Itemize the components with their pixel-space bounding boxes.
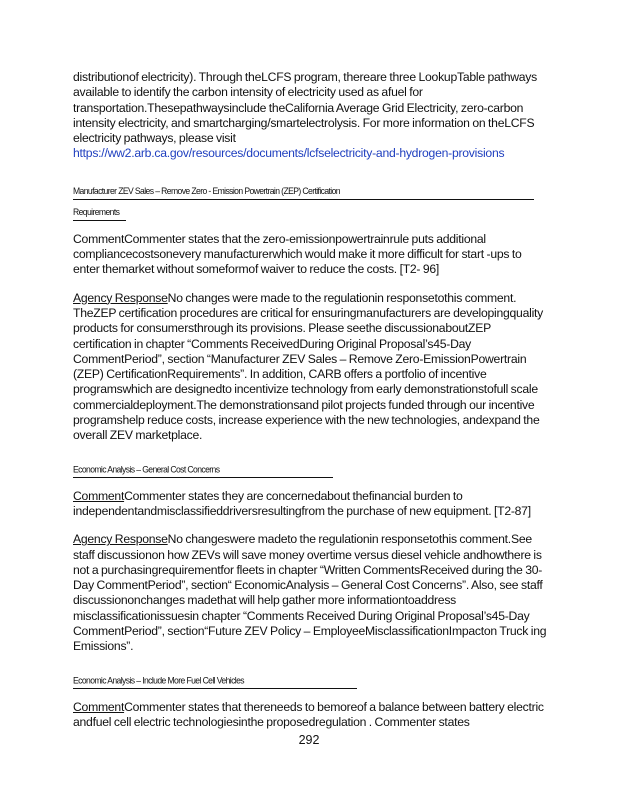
response-text: No changeswere madeto the regulationin responsetothis comment.See staff discussionon how ZEVs will save money overtime versus diesel vehicle andhowthere is not a purchasingrequirementfor fleets in chapter “Written CommentsReceived during the 30-Day CommentPeriod”, section“ EconomicAnalysis – General Cost Concerns”. Also, see staff discussiononchanges madethat will help gather more informationtoaddress misclassificationissuesin chapter “Comments Received During Original Proposal’s45-Day CommentPeriod”, section“Future ZEV Policy – EmployeeMisclassificationImpacton Truck ing Emissions”. bbox=[73, 532, 547, 654]
response-text: No changes were made to the regulationin responsetothis comment. TheZEP certification procedures are critical for ensuringmanufacturers are developingquality products for consumersthrough its provisions. Please seethe discussionaboutZEP certification in chapter “Comments ReceivedDuring Original Proposal’s45-Day CommentPeriod”, section “Manufacturer ZEV Sales – Remove Zero-EmissionPowertrain (ZEP) CertificationRequirements”. In addition, CARB offers a portfolio of incentive programswhich are designedto incentivize technology from early demonstrationstofull scale commercialdeployment.The demonstrationsand pilot projects funded through our incentive programshelp reduce costs, increase experience with the new technologies, andexpand the overall ZEV marketplace. bbox=[73, 290, 544, 443]
section-heading-line2: Requirements bbox=[73, 206, 120, 218]
response-label: Agency Response bbox=[73, 532, 168, 547]
intro-text: distributionof electricity). Through theLCFS program, thereare three LookupTable pathways available to identify the carbon intensity of electricity used as afuel for transportation.Thesepathwaysinclude theCalifornia Average Grid Electricity, zero-carbon intensity electricity, and smartcharging/smartelectrolysis. For more information on theLCFS electricity pathways, please visit bbox=[73, 70, 537, 146]
section-heading-line1: Manufacturer ZEV Sales – Remove Zero - Emission Powertrain (ZEP) Certification bbox=[73, 185, 340, 197]
comment-label: Comment bbox=[73, 231, 125, 246]
page-number: 292 bbox=[298, 733, 320, 747]
section-heading-line1: Economic Analysis – General Cost Concerns bbox=[73, 463, 220, 475]
comment-paragraph bbox=[73, 700, 547, 731]
comment-text: Commenter states that the zero-emissionpowertrainrule puts additional compliancecostsonevery manufacturerwhich would make it more difficult for start -ups to enter themarket without someformof waiver to reduce the costs. [T2- 96] bbox=[73, 231, 522, 277]
document-page bbox=[73, 70, 547, 730]
lcfs-provisions-link[interactable]: https://ww2.arb.ca.gov/resources/documents/lcfselectricity-and-hydrogen-provisions bbox=[73, 146, 505, 161]
comment-text: Commenter states that thereneeds to bemoreof a balance between battery electric andfuel cell electric technologiesinthe proposedregulation . Commenter states bbox=[73, 699, 544, 729]
comment-label: Comment bbox=[73, 488, 125, 503]
comment-text: Commenter states they are concernedabout thefinancial burden to independentandmisclassifieddriversresultingfrom the purchase of new equipment. [T2-87] bbox=[73, 488, 531, 518]
comment-label: Comment bbox=[73, 699, 125, 714]
response-label: Agency Response bbox=[73, 290, 168, 305]
comment-paragraph bbox=[73, 489, 547, 520]
comment-paragraph bbox=[73, 232, 547, 278]
intro-paragraph bbox=[73, 70, 547, 162]
section-heading-line1: Economic Analysis – Include More Fuel Cell Vehicles bbox=[73, 674, 244, 686]
response-paragraph bbox=[73, 532, 547, 654]
section-heading-fuel-cell bbox=[73, 670, 547, 689]
section-heading-general-cost bbox=[73, 459, 547, 478]
section-heading-zep bbox=[73, 181, 534, 221]
response-paragraph bbox=[73, 291, 547, 444]
